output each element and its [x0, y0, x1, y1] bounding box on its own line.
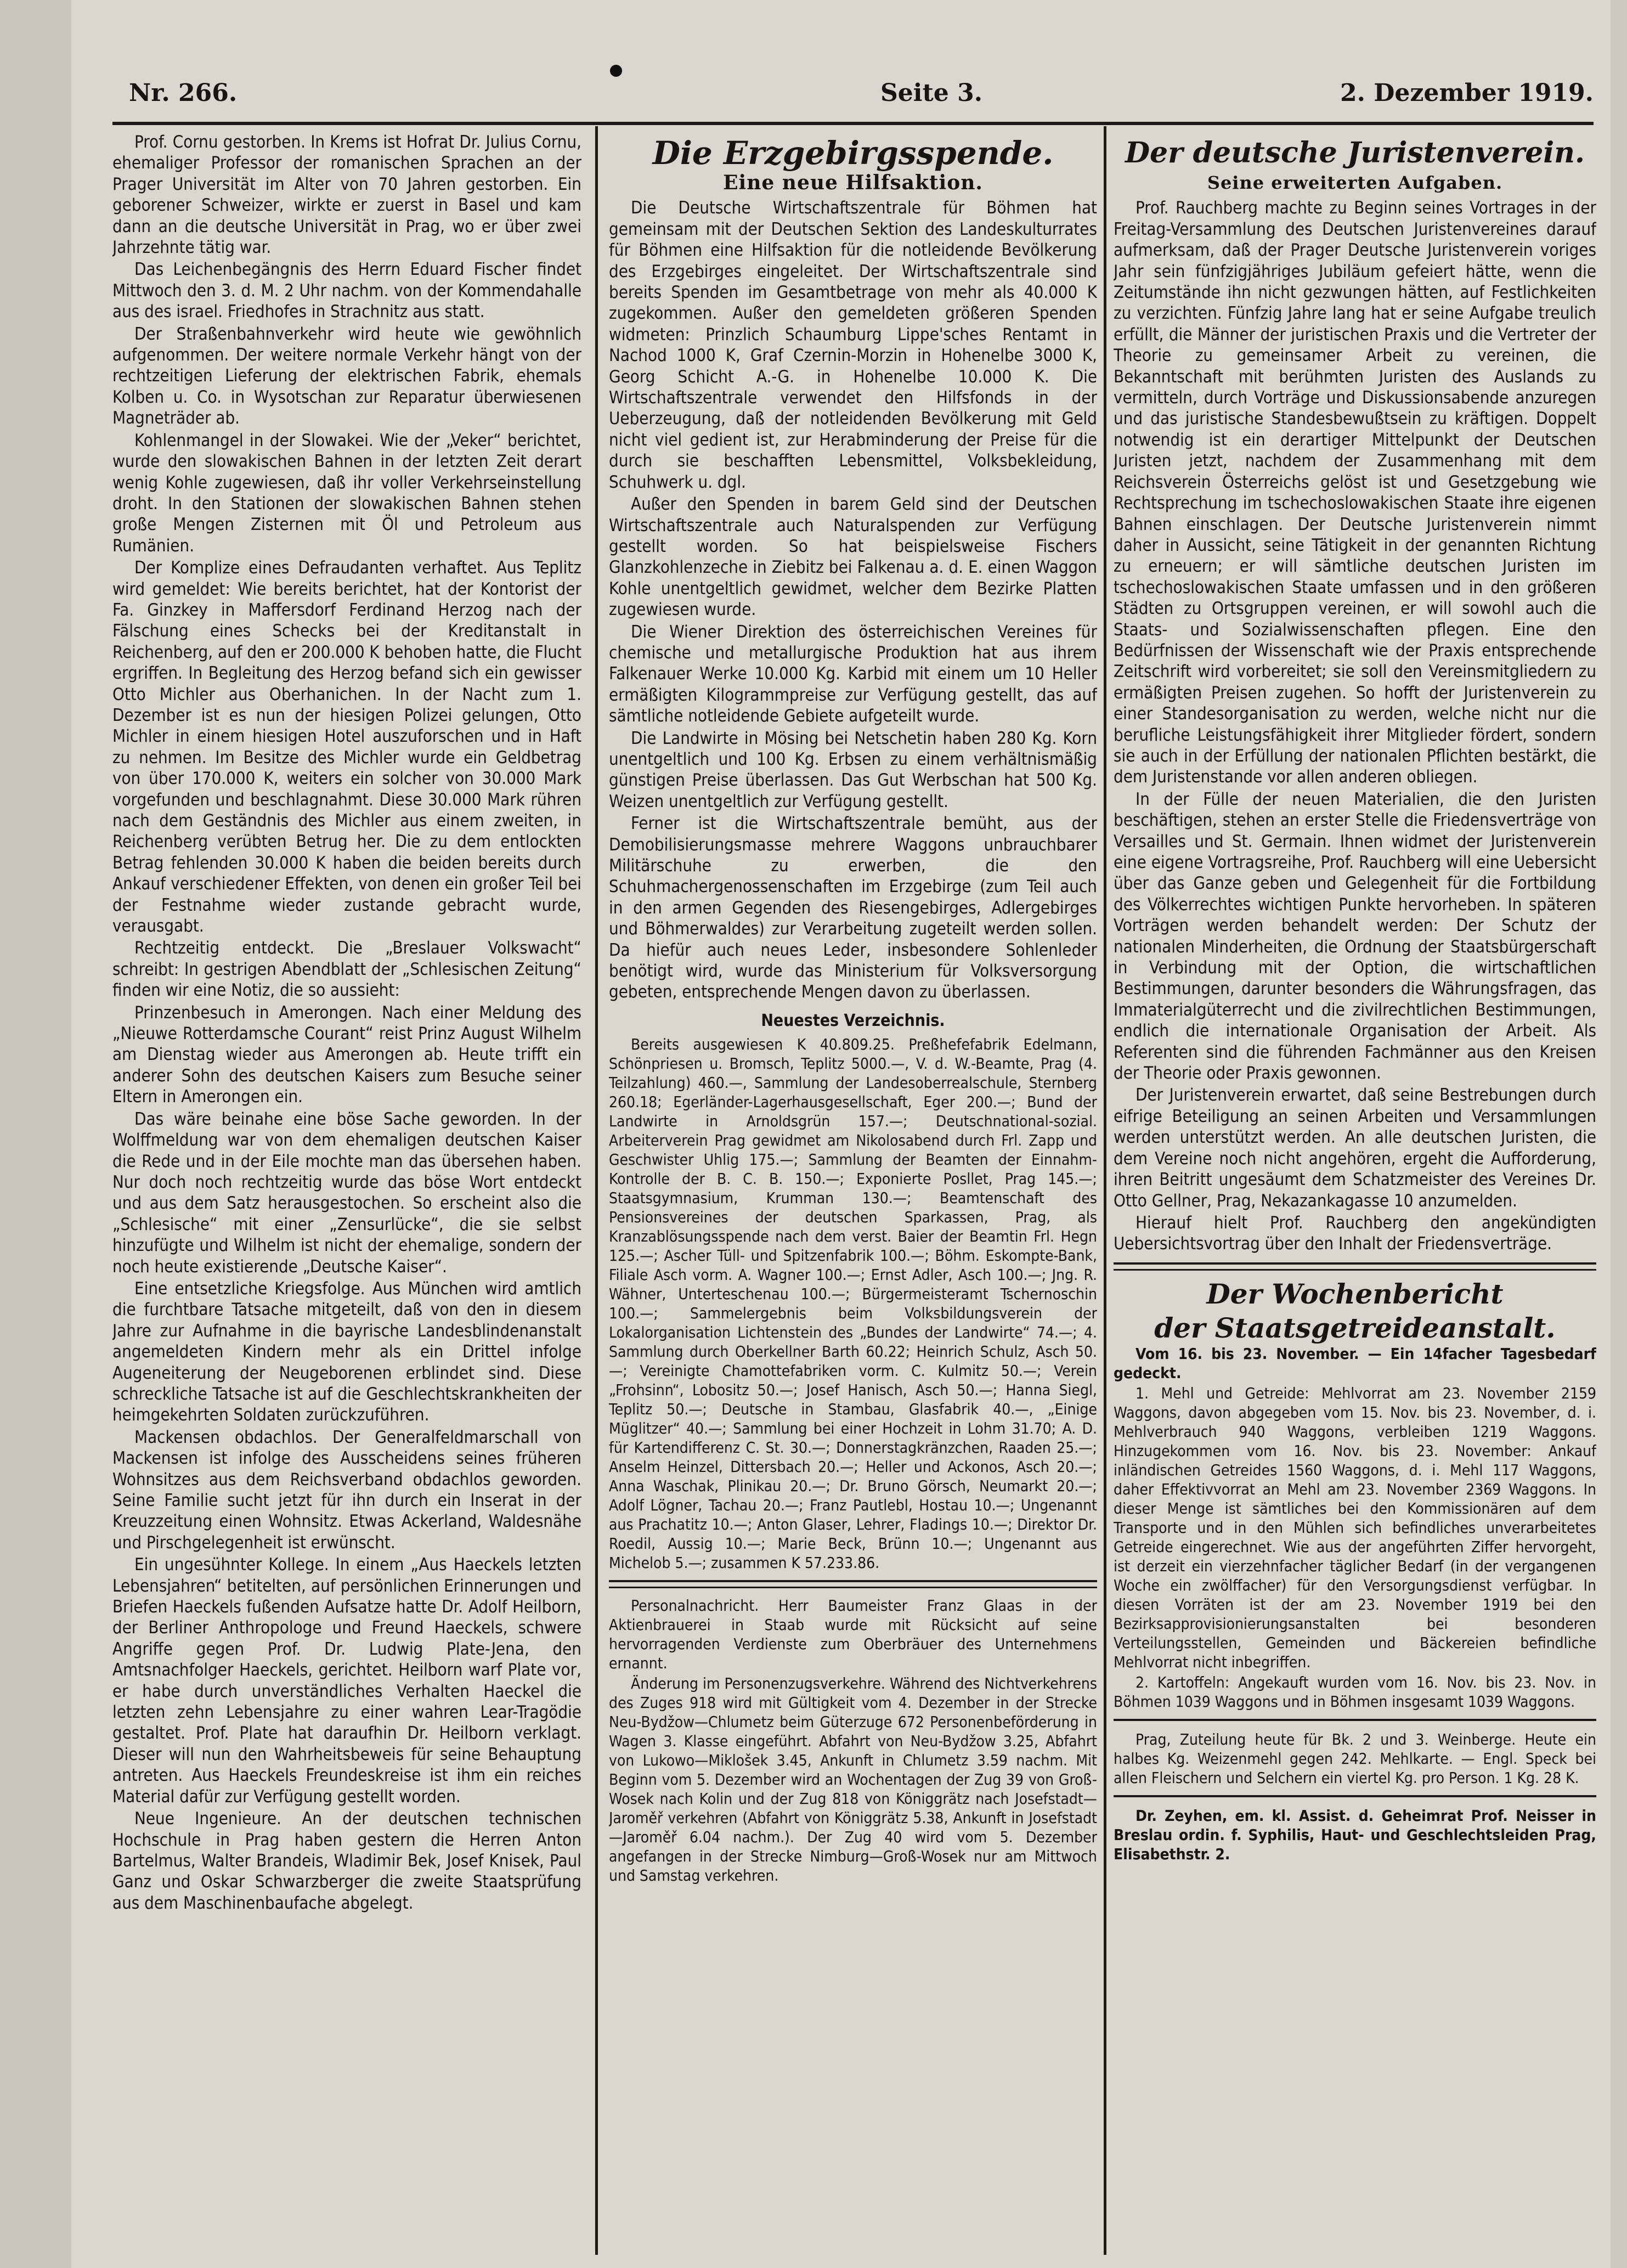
page-edge-left	[0, 0, 71, 2268]
article: Ein ungesühnter Kollege. In einem „Aus Haeckels letzten Lebensjahren“ betitelten, auf persönlichen Erinnerungen und Briefen Haeckels fußenden Aufsatze hatte Dr. Adolf Heilborn, der Berliner Anthropologe und Freund Haeckels, schwere Angriffe gegen Prof. Dr. Ludwig Plate-Jena, den Amtsnachfolger Haeckels, gerichtet. Heilborn warf Plate vor, er habe durch unverständliches Verhalten Haeckel die letzten zehn Lebensjahre zu einer wahren Lear-Tragödie gestaltet. Prof. Plate hat daraufhin Dr. Heilborn verklagt. Dieser will nun den Wahrheitsbeweis für seine Behauptung antreten. Aus Haeckels Freundeskreise ist ihm ein reiches Material dafür zur Verfügung gestellt worden.	[112, 1555, 581, 1807]
article: Die Landwirte in Mösing bei Netschetin haben 280 Kg. Korn unentgeltlich und 100 Kg. Erbsen zu einem verhältnismäßig günstigen Preise überlassen. Das Gut Werbschan hat 500 Kg. Weizen unentgeltlich zur Verfügung gestellt.	[609, 728, 1097, 811]
report-paragraph: 1. Mehl und Getreide: Mehlvorrat am 23. November 2159 Waggons, davon abgegeben vom 15. Nov. bis 23. November, d. i. Mehlverbrauch 940 Waggons, verbleiben 1219 Waggons. Hinzugekommen vom 16. Nov. bis 23. November: Ankauf inländischen Getreides 1560 Waggons, d. i. Mehl 117 Waggons, daher Effektivvorrat an Mehl am 23. November 2369 Waggons. In dieser Menge ist sämtliches bei den Kommissionären auf dem Transporte und in den Mühlen sich befindliches unverarbeitetes Getreide eingerechnet. Wie aus der angeführten Ziffer hervorgeht, ist derzeit ein vierzehnfacher täglicher Bedarf (in der vergangenen Woche ein zwölffacher) für den Versorgungsdienst verfügbar. In diesen Vorräten ist der am 23. November 1919 bei den Bezirksapprovisionierungsanstalten bei besonderen Verteilungsstellen, Gemeinden und Bäckereien befindliche Mehlvorrat nicht inbegriffen.	[1114, 1384, 1596, 1671]
article-quote: Prinzenbesuch in Amerongen. Nach einer Meldung des „Nieuwe Rotterdamsche Courant“ reist Prinz August Wilhelm am Dienstag wieder aus Amerongen ab. Heute trifft ein anderer Sohn des deutschen Kaisers zum Besuche seiner Eltern in Amerongen ein.	[112, 1002, 581, 1107]
donation-list: Bereits ausgewiesen K 40.809.25. Preßhefefabrik Edelmann, Schönpriesen u. Bromsch, Teplitz 5000.—, V. d. W.-Beamte, Prag (4. Teilzahlung) 460.—, Sammlung der Landesoberrealschule, Sternberg 260.18; Egerländer-Lagerhausgesellschaft, Eger 200.—; Bund der Landwirte in Arnoldsgrün 157.—; Deutschnational-sozial. Arbeiterverein Prag gewidmet am Nikolosabend durch Frl. Zapp und Geschwister Uhlig 175.—; Sammlung der Beamten der Einnahm-Kontrolle der B. C. B. 150.—; Exponierte Posllet, Prag 145.—; Staatsgymnasium, Krumman 130.—; Beamtenschaft des Pensionsvereines der deutschen Sparkassen, Prag, als Kranzablösungsspende nach dem verst. Baier der Beamtin Frl. Hegn 125.—; Ascher Tüll- und Spitzenfabrik 100.—; Böhm. Eskompte-Bank, Filiale Asch vorm. A. Wagner 100.—; Ernst Adler, Asch 100.—; Jng. R. Wähner, Unterteschenau 100.—; Bürgermeisteramt Tschernoschin 100.—; Sammelergebnis beim Volksbildungsverein der Lokalorganisation Lichtenstein des „Bundes der Landwirte“ 74.—; 4. Sammlung durch Oberkellner Barth 60.22; Heinrich Schulz, Asch 50.—; Vereinigte Chamottefabriken vorm. C. Kulmitz 50.—; Verein „Frohsinn“, Lobositz 50.—; Josef Hanisch, Asch 50.—; Hanna Siegl, Teplitz 50.—; Deutsche in Stambau, Glasfabrik 40.—, „Einige Müglitzer“ 40.—; Sammlung bei einer Hochzeit in Lohm 31.70; A. D. für Kartendifferenz C. St. 30.—; Donnerstagkränzchen, Raaden 25.—; Anselm Heinzel, Dittersbach 20.—; Heller und Ackonos, Asch 20.—; Anna Waschak, Plinikau 20.—; Dr. Bruno Görsch, Neumarkt 20.—; Adolf Lögner, Tachau 20.—; Franz Pautlebl, Hostau 10.—; Ungenannt aus Prachatitz 10.—; Anton Glaser, Lehrer, Fladings 10.—; Direktor Dr. Roedil, Aussig 10.—; Marie Beck, Brünn 10.—; Ungenannt aus Michelob 5.—; zusammen K 57.233.86.	[609, 1035, 1097, 1572]
article: Eine entsetzliche Kriegsfolge. Aus München wird amtlich die furchtbare Tatsache mitgeteilt, daß von den in diesem Jahre zur Aufnahme in die bayrische Landesblindenanstalt angemeldeten Kindern mehr als ein Drittel infolge Augeneiterung der Neugeborenen erblindet sind. Diese schreckliche Tatsache ist auf die Geschlechtskrankheiten der heimgekehrten Soldaten zurückzuführen.	[112, 1278, 581, 1425]
article-subtitle: Seine erweiterten Aufgaben.	[1207, 172, 1503, 193]
article: Die Wiener Direktion des österreichischen Vereines für chemische und metallurgische Produktion hat aus ihrem Falkenauer Werke 10.000 Kg. Karbid mit einem um 10 Heller ermäßigten Kilogrammpreise zur Verfügung gestellt, das auf sämtliche notleidende Gebiete aufgeteilt wurde.	[609, 622, 1097, 726]
page-number: Seite 3.	[880, 79, 983, 107]
page-edge-right	[1611, 0, 1627, 2268]
article: Die Deutsche Wirtschaftszentrale für Böhmen hat gemeinsam mit der Deutschen Sektion des Landeskulturrates für Böhmen eine Hilfsaktion für die notleidende Bevölkerung des Erzgebirges eingeleitet. Der Wirtschaftszentrale sind bereits Spenden im Gesamtbetrage von mehr als 40.000 K zugekommen. Außer den gemeldeten größeren Spenden widmeten: Prinzlich Schaumburg Lippe'sches Rentamt in Nachod 1000 K, Graf Czernin-Morzin in Hohenelbe 3000 K, Georg Schicht A.-G. in Hohenelbe 10.000 K. Die Wirtschaftszentrale verwendet den Hilfsfonds in der Ueberzeugung, daß der notleidenden Bevölkerung mit Geld nicht viel gedient ist, zur Herabminderung der Preise für die durch sie beschafften Lebensmittel, Volksbekleidung, Schuhwerk u. dgl.	[609, 198, 1097, 492]
report-title: Der Wochenbericht	[1206, 1277, 1504, 1310]
article: Prof. Rauchberg machte zu Beginn seines Vortrages in der Freitag-Versammlung des Deutschen Juristenvereines darauf aufmerksam, daß der Prager Deutsche Juristenverein voriges Jahr sein fünfzigjähriges Jubiläum gefeiert hätte, wenn die Zeitumstände ihn nicht gezwungen hätten, auf Festlichkeiten zu verzichten. Fünfzig Jahre lang hat er seine Aufgabe treulich erfüllt, die Männer der juristischen Praxis und die Vertreter der Theorie zu gemeinsamer Arbeit zu vereinen, die Bekanntschaft mit berühmten Juristen des Auslands zu vermitteln, durch Vorträge und Diskussionsabende anzuregen und das juristische Standesbewußtsein zu kräftigen. Doppelt notwendig ist ein derartiger Mittelpunkt der Deutschen Juristen jetzt, nachdem der Zusammenhang mit dem Reichsverein Österreichs gelöst ist und Gesetzgebung wie Rechtsprechung im tschechoslowakischen Staate ihre eigenen Bahnen einschlagen. Der Deutsche Juristenverein nimmt daher in Aussicht, seine Tätigkeit in der genannten Richtung zu erneuern; er will sämtliche deutschen Juristen im tschechoslowakischen Staate umfassen und in den größeren Städten zu Ortsgruppen vereinen, er will sowohl auch die Staats- und Sozialwissenschaften pflegen. Eine den Bedürfnissen der Wissenschaft wie der Praxis entsprechende Zeitschrift wird vorbereitet; sie soll den Vereinsmitgliedern zu ermäßigten Preisen zugehen. So hofft der Juristenverein zu einer Standesorganisation zu werden, welche nicht nur die berufliche Leistungsfähigkeit ihrer Mitglieder fördert, sondern sie auch in der Erfüllung der nationalen Pflichten bestärkt, die dem Juristenstande vor allen anderen obliegen.	[1114, 198, 1596, 787]
article: Der Juristenverein erwartet, daß seine Bestrebungen durch eifrige Beteiligung an seinen Arbeiten und Versammlungen werden unterstützt werden. An alle deutschen Juristen, die dem Vereine noch nicht angehören, ergeht die Aufforderung, ihren Beitritt ungesäumt dem Schatzmeister des Vereines Dr. Otto Gellner, Prag, Nekazankagasse 10 anzumelden.	[1114, 1085, 1596, 1211]
issue-date: 2. Dezember 1919.	[1340, 79, 1594, 107]
article: Mackensen obdachlos. Der Generalfeldmarschall von Mackensen ist infolge des Ausscheidens seines früheren Wohnsitzes aus dem Reichsverband obdachlos geworden. Seine Familie sucht jetzt für ihn durch ein Inserat in der Kreuzzeitung einen Wohnsitz. Etwas Ackerland, Waldesnähe und Pirschgelegenheit ist erwünscht.	[112, 1427, 581, 1553]
article-title: Der deutsche Juristenverein.	[1125, 136, 1585, 170]
report-subtitle: Vom 16. bis 23. November. — Ein 14facher Tagesbedarf gedeckt.	[1114, 1344, 1596, 1382]
report-paragraph: 2. Kartoffeln: Angekauft wurden vom 16. Nov. bis 23. Nov. in Böhmen 1039 Waggons und in Böhmen insgesamt 1039 Waggons.	[1114, 1673, 1596, 1711]
article: Das Leichenbegängnis des Herrn Eduard Fischer findet Mittwoch den 3. d. M. 2 Uhr nachm. von der Kommendahalle aus des israel. Friedhofes in Strachnitz aus statt.	[112, 259, 581, 322]
column-rule-2	[1104, 126, 1106, 2255]
article: Rechtzeitig entdeckt. Die „Breslauer Volkswacht“ schreibt: In gestrigen Abendblatt der „Schlesischen Zeitung“ finden wir eine Notiz, die so aussieht:	[112, 938, 581, 1001]
list-title: Neuestes Verzeichnis.	[761, 1011, 945, 1030]
article: Das wäre beinahe eine böse Sache geworden. In der Wolffmeldung war von dem ehemaligen deutschen Kaiser die Rede und in der Eile mochte man das übersehen haben. Nur doch noch rechtzeitig wurde das böse Wort entdeckt und aus dem Satz herausgestochen. So erscheint also die „Schlesische“ mit einer „Zensurlücke“, die sie selbst hinzufügte und Wilhelm ist nicht der ehemalige, sondern der noch heute existierende „Deutsche Kaiser“.	[112, 1109, 581, 1277]
article: Der Komplize eines Defraudanten verhaftet. Aus Teplitz wird gemeldet: Wie bereits berichtet, hat der Kontorist der Fa. Ginzkey in Maffersdorf Ferdinand Herzog nach der Fälschung eines Schecks bei der Kreditanstalt in Reichenberg, auf den er 200.000 K behoben hatte, die Flucht ergriffen. In Begleitung des Herzog befand sich ein gewisser Otto Michler aus Oberhanichen. In der Nacht zum 1. Dezember ist es nun der hiesigen Polizei gelungen, Otto Michler in einem hiesigen Hotel auszuforschen und in Haft zu nehmen. Im Besitze des Michler wurde ein Geldbetrag von über 170.000 K, weiters ein solcher von 30.000 Mark vorgefunden und beschlagnahmt. Diese 30.000 Mark rühren nach dem Geständnis des Michler aus einem zweiten, in Reichenberg verübten Betrug her. Die zu dem entlockten Betrag fehlenden 30.000 K haben die beiden bereits durch Ankauf verschiedener Effekten, von denen ein großer Teil bei der Festnahme wieder zustande gebracht wurde, verausgabt.	[112, 558, 581, 936]
article-title: Die Erzgebirgsspende.	[652, 134, 1054, 172]
article-subtitle: Eine neue Hilfsaktion.	[723, 171, 983, 194]
notice: Personalnachricht. Herr Baumeister Franz Glaas in der Aktienbrauerei in Staab wurde mit Rücksicht auf seine hervorragenden Verdienste zum Oberbräuer des Unternehmens ernannt.	[609, 1596, 1097, 1673]
section-divider	[1114, 1795, 1596, 1797]
section-divider	[1114, 1262, 1596, 1271]
issue-number: Nr. 266.	[129, 79, 238, 107]
notice: Änderung im Personenzugsverkehre. Während des Nichtverkehrens des Zuges 918 wird mit Gültigkeit vom 4. Dezember in der Strecke Neu-Bydžow—Chlumetz beim Güterzuge 672 Personenbeförderung in Wagen 3. Klasse eingeführt. Abfahrt von Neu-Bydžow 3.25, Abfahrt von Lukowo—Miklošek 3.45, Ankunft in Chlumetz 3.59 nachm. Mit Beginn vom 5. Dezember wird an Wochentagen der Zug 39 von Groß-Wosek nach Kolin und der Zug 818 von Königgrätz nach Josefstadt—Jaroměř verkehren (Abfahrt von Königgrätz 5.38, Ankunft in Josefstadt—Jaroměř 6.04 nachm.). Der Zug 40 wird vom 5. Dezember angefangen in der Strecke Nimburg—Groß-Wosek nur am Mittwoch und Samstag verkehren.	[609, 1674, 1097, 1885]
article: Ferner ist die Wirtschaftszentrale bemüht, aus der Demobilisierungsmasse mehrere Waggons unbrauchbarer Militärschuhe zu erwerben, die den Schuhmachergenossenschaften im Erzgebirge (zum Teil auch in den armen Gegenden des Riesengebirges, Adlergebirges und Böhmerwaldes) zur Verarbeitung zugeteilt werden sollen. Da hiefür auch neues Leder, insbesondere Sohlenleder benötigt wird, wurde das Ministerium für Volksversorgung gebeten, entsprechende Mengen davon zu überlassen.	[609, 814, 1097, 1002]
article: Prof. Cornu gestorben. In Krems ist Hofrat Dr. Julius Cornu, ehemaliger Professor der romanischen Sprachen an der Prager Universität im Alter von 70 Jahren gestorben. Ein geborener Schweizer, wirkte er zuerst in Basel und kam dann an die deutsche Universität in Prag, wo er über zwei Jahrzehnte tätig war.	[112, 132, 581, 258]
page-header	[112, 71, 1594, 115]
article: Außer den Spenden in barem Geld sind der Deutschen Wirtschaftszentrale auch Naturalspenden zur Verfügung gestellt worden. So hat beispielsweise Fischers Glanzkohlenzeche in Ziebitz bei Falkenau a. d. E. einen Waggon Kohle unentgeltlich gewidmet, welcher dem Bezirke Platten zugewiesen wurde.	[609, 494, 1097, 620]
report-title-2: der Staatsgetreideanstalt.	[1154, 1311, 1556, 1344]
article: Hierauf hielt Prof. Rauchberg den angekündigten Uebersichtsvortrag über den Inhalt der Friedensverträge.	[1114, 1212, 1596, 1254]
article: In der Fülle der neuen Materialien, die den Juristen beschäftigen, stehen an erster Stelle die Friedensverträge von Versailles und St. Germain. Ihnen widmet der Juristenverein eine eigene Vortragsreihe, Prof. Rauchberg will eine Uebersicht über das Ganze geben und Gelegenheit für die Fortbildung des Völkerrechtes wichtigen Punkte hervorheben. In späteren Vorträgen werden behandelt werden: Der Schutz der nationalen Minderheiten, die Ordnung der Staatsbürgerschaft in Verbindung mit der Option, die wirtschaftlichen Bestimmungen, darunter besonders die Währungsfragen, das Immaterialgüterrecht und die zivilrechtlichen Bestimmungen, endlich die internationale Organisation der Arbeit. Als Referenten sind die führenden Fachmänner aus den Kreisen der Theorie oder Praxis gewonnen.	[1114, 789, 1596, 1084]
advertisement: Dr. Zeyhen, em. kl. Assist. d. Geheimrat Prof. Neisser in Breslau ordin. f. Syphilis, Haut- und Geschlechtsleiden Prag, Elisabethstr. 2.	[1114, 1806, 1596, 1863]
column-left	[112, 132, 581, 2249]
article: Kohlenmangel in der Slowakei. Wie der „Veker“ berichtet, wurde den slowakischen Bahnen in der letzten Zeit derart wenig Kohle zugewiesen, daß ihr voller Verkehrseinstellung droht. In den Stationen der slowakischen Bahnen stehen große Mengen Zisternen mit Öl und Petroleum aus Rumänien.	[112, 430, 581, 556]
header-rule	[112, 122, 1594, 125]
article: Neue Ingenieure. An der deutschen technischen Hochschule in Prag haben gestern die Herren Anton Bartelmus, Walter Brandeis, Wladimir Bek, Josef Knisek, Paul Ganz und Oskar Schwarzberger die zweite Staatsprüfung aus dem Maschinenbaufache abgelegt.	[112, 1809, 581, 1913]
notice: Prag, Zuteilung heute für Bk. 2 und 3. Weinberge. Heute ein halbes Kg. Weizenmehl gegen 242. Mehlkarte. — Engl. Speck bei allen Fleischern und Selchern ein viertel Kg. pro Person. 1 Kg. 28 K.	[1114, 1730, 1596, 1787]
column-right	[1114, 132, 1596, 2249]
article: Der Straßenbahnverkehr wird heute wie gewöhnlich aufgenommen. Der weitere normale Verkehr hängt von der rechtzeitigen Lieferung der elektrischen Fabrik, ehemals Kolben u. Co. in Wysotschan zur Reparatur überwiesenen Magneträder ab.	[112, 324, 581, 428]
column-middle	[609, 132, 1097, 2249]
section-divider	[609, 1580, 1097, 1588]
section-divider	[1114, 1719, 1596, 1721]
column-rule-1	[595, 126, 598, 2255]
